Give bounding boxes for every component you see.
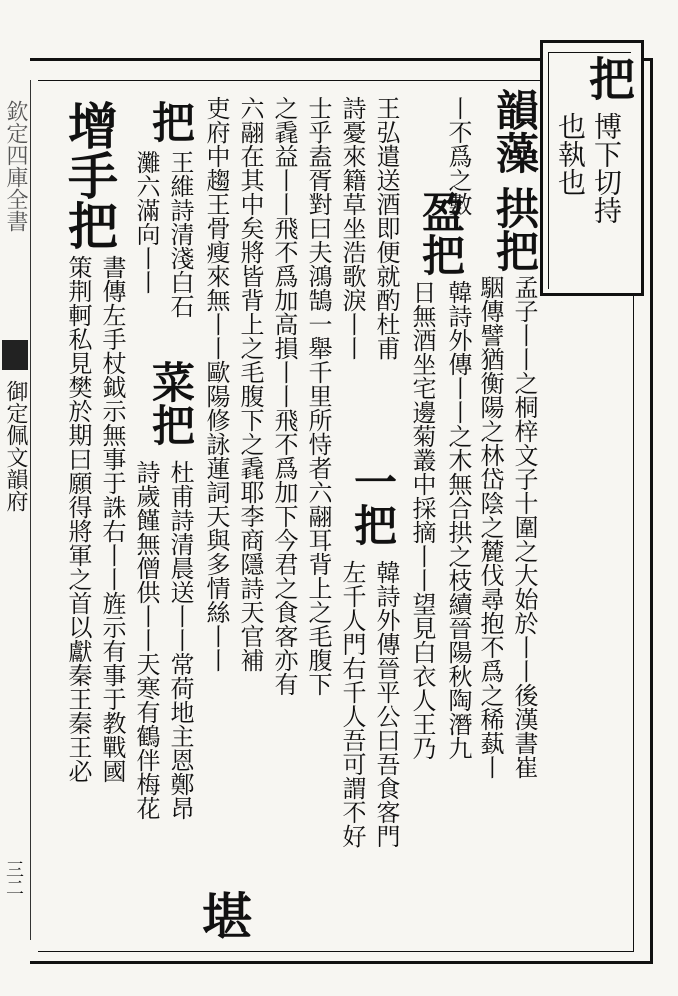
head-definition-1: 博下切持 <box>590 112 623 224</box>
head-character: 把 <box>582 55 636 101</box>
column-10-entry: 堪 <box>194 890 253 940</box>
column-9-text: 六翮在其中矣將皆背上之毛腹下之毳耶李商隱詩天官補 <box>236 96 264 672</box>
column-12-text: 灘六滿向丨丨 <box>132 150 160 294</box>
column-3-text-b: 韓詩外傳丨丨之木無合拱之枝續晉陽秋陶潛九 <box>444 280 472 760</box>
column-6-text-b: 左千人門右千人吾可謂不好 <box>338 560 366 848</box>
column-13-entry: 增手把 <box>60 100 119 250</box>
column-3-text: 丨不爲之數 <box>444 96 472 216</box>
column-7-text: 士乎盍胥對曰夫鴻鵠一舉千里所恃者六翮耳背上之毛腹下 <box>304 96 332 696</box>
column-11-entry: 把 <box>145 100 195 143</box>
column-3-entry: 盈把 <box>415 190 465 276</box>
book-title: 欽定四庫全書 <box>3 100 28 232</box>
page-number: 三二 <box>3 860 24 896</box>
fold-black-mark <box>2 340 28 370</box>
column-11-entry-b: 菜把 <box>145 360 195 446</box>
book-subtitle: 御定佩文韻府 <box>3 380 28 512</box>
head-definition-2: 也執也 <box>554 112 587 196</box>
column-1-entry-a: 韻藻 <box>489 88 539 174</box>
column-8-text: 之毳益丨丨飛不爲加高損丨丨飛不爲加下今君之食客亦有 <box>270 96 298 696</box>
column-5-text: 王弘遣送酒即便就酌杜甫 <box>372 96 400 360</box>
column-4-text: 日無酒坐宅邊菊叢中採摘丨丨望見白衣人王乃 <box>408 280 436 760</box>
column-14-text: 策荆軻私見樊於期曰願得將軍之首以獻秦王秦王必 <box>64 255 92 783</box>
column-5-text-b: 韓詩外傳晉平公曰吾食客門 <box>372 560 400 848</box>
column-1-entry-b: 拱把 <box>489 186 539 272</box>
column-12-text-b: 詩歲饉無僧供丨丨天寒有鶴伴梅花 <box>132 460 160 820</box>
column-1-text: 孟子丨丨之桐梓文子十圍之大始於丨丨後漢書崔 <box>510 275 538 779</box>
column-11-text: 王維詩清淺白石 <box>166 150 194 318</box>
column-13-text: 書傳左手杖鉞示無事于誅右丨丨旌示有事于教戰國 <box>98 255 126 783</box>
column-5-entry: 一把 <box>347 460 397 546</box>
column-2-text: 駰傳譬猶衡陽之林岱陰之麓伐尋抱不爲之稀蓺丨 <box>476 275 504 779</box>
column-10-text: 吏府中趨王骨瘦來無丨丨歐陽修詠蓮詞天與多情絲丨丨 <box>202 96 230 672</box>
column-6-text: 詩憂來籍草坐浩歌淚丨丨 <box>338 96 366 360</box>
column-11-text-b: 杜甫詩清晨送丨丨常荷地主恩鄭昂 <box>166 460 194 820</box>
